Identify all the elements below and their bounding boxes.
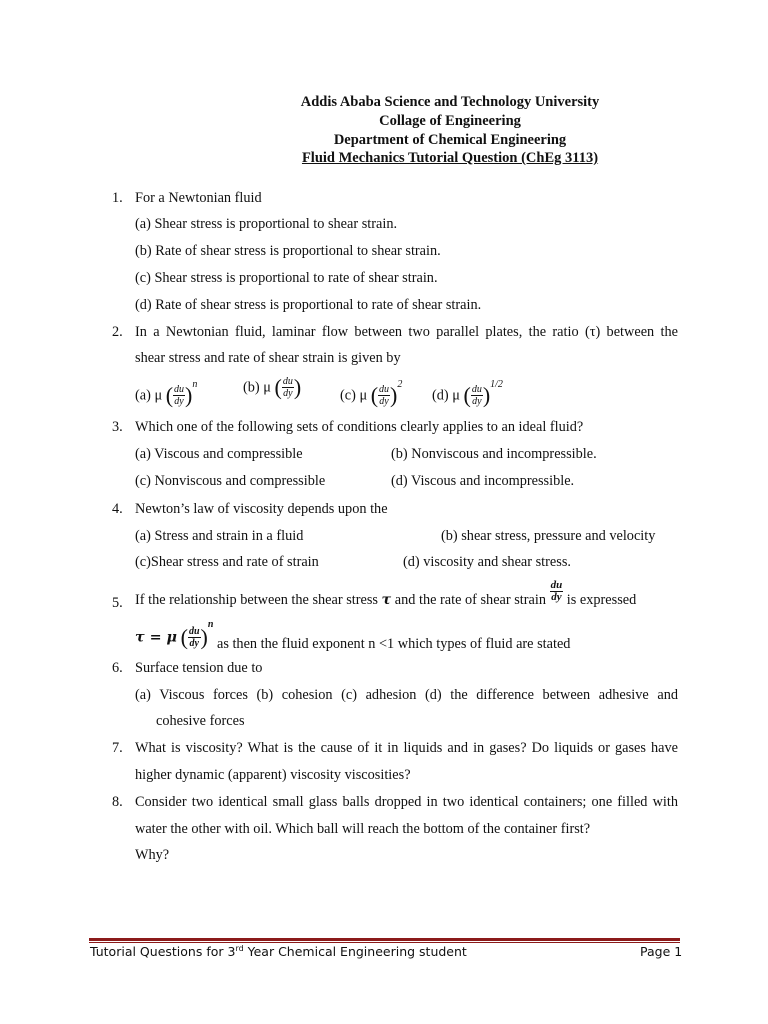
- q6-number: 6.: [112, 660, 123, 676]
- q8-line1: Consider two identical small glass balls dropped in two identical containers; one filled with: [135, 794, 678, 810]
- q5-tau-symbol: τ: [381, 592, 392, 608]
- q5-du-dy-fraction: $\frac{du}{dy}$: [550, 579, 563, 603]
- q2-line1: In a Newtonian fluid, laminar flow between two parallel plates, the ratio (τ) between the: [135, 324, 678, 340]
- q3-option-d: (d) Viscous and incompressible.: [391, 473, 575, 489]
- q3-number: 3.: [112, 419, 123, 435]
- q3-option-c: (c) Nonviscous and compressible: [135, 473, 326, 489]
- q1-stem: For a Newtonian fluid: [135, 190, 262, 206]
- q7-number: 7.: [112, 740, 123, 756]
- q6-stem: Surface tension due to: [135, 660, 263, 676]
- q4-option-a: (a) Stress and strain in a fluid: [135, 528, 304, 544]
- q4-option-c: (c)Shear stress and rate of strain: [135, 554, 319, 570]
- q3-stem: Which one of the following sets of conditions clearly applies to an ideal fluid?: [135, 419, 584, 435]
- q2-c-fraction: $\frac{du}{dy}$: [379, 384, 390, 408]
- q2-option-c-label: (c) μ: [340, 387, 368, 404]
- q5-text-mid: and the rate of shear strain: [394, 592, 546, 608]
- q4-number: 4.: [112, 501, 123, 517]
- q5-number: 5.: [112, 595, 123, 611]
- department-name: Department of Chemical Engineering: [333, 132, 567, 148]
- q2-c-exponent: 2: [397, 379, 403, 390]
- q2-line2: shear stress and rate of shear strain is given by: [135, 350, 401, 366]
- q5-eq-exponent: n: [207, 619, 214, 630]
- q1-number: 1.: [112, 190, 123, 206]
- page-number: Page 1: [640, 944, 683, 959]
- q2-a-exponent: n: [192, 379, 198, 390]
- q6-options-line1: (a) Viscous forces (b) cohesion (c) adhesion (d) the difference between adhesive and: [135, 687, 678, 703]
- q5-text-post: is expressed: [566, 592, 637, 608]
- q2-a-fraction: $\frac{du}{dy}$: [174, 384, 185, 408]
- q5-text-pre: If the relationship between the shear stress: [135, 592, 378, 608]
- q6-options-line2: cohesive forces: [156, 713, 245, 729]
- q5-line1: [135, 580, 636, 614]
- q5-equation-lhs: τ = μ: [135, 629, 178, 646]
- course-title: Fluid Mechanics Tutorial Question (ChEg 3113): [301, 150, 599, 166]
- q8-line2: water the other with oil. Which ball will reach the bottom of the container first?: [135, 821, 591, 837]
- q7-line1: What is viscosity? What is the cause of it in liquids and in gases? Do liquids or gases have: [135, 740, 678, 756]
- q2-option-a: (a) μ ( $\frac{du}{dy}$ )$^n$: [135, 379, 198, 408]
- q2-option-d: (d) μ ( $\frac{du}{dy}$ )$^{1/2}$: [432, 379, 503, 408]
- q1-option-a: (a) Shear stress is proportional to shear strain.: [135, 216, 398, 232]
- college-name: Collage of Engineering: [379, 113, 521, 129]
- q2-option-b: (b) μ ( $\frac{du}{dy}$ ): [243, 374, 302, 400]
- q7-line2: higher dynamic (apparent) viscosity viscosities?: [135, 767, 411, 783]
- q2-d-fraction: $\frac{du}{dy}$: [471, 384, 482, 408]
- q5-eq-fraction: $\frac{du}{dy}$: [188, 626, 200, 650]
- q2-d-exponent: 1/2: [490, 379, 503, 390]
- q1-option-c: (c) Shear stress is proportional to rate of shear strain.: [135, 270, 438, 286]
- q2-number: 2.: [112, 324, 123, 340]
- q1-option-b: (b) Rate of shear stress is proportional to shear strain.: [135, 243, 441, 259]
- footer-rule-thick: [89, 938, 680, 941]
- q2-option-a-label: (a) μ: [135, 387, 163, 404]
- q5-equation-line: τ = μ ( $\frac{du}{dy}$ )$^n$ as then the fluid exponent n <1 which types of fluid are stated: [135, 619, 571, 652]
- q2-option-b-label: (b) μ: [243, 379, 271, 396]
- q1-option-d: (d) Rate of shear stress is proportional to rate of shear strain.: [135, 297, 482, 313]
- q8-number: 8.: [112, 794, 123, 810]
- q2-b-fraction: $\frac{du}{dy}$: [282, 376, 293, 399]
- q4-option-d: (d) viscosity and shear stress.: [403, 554, 571, 570]
- q3-option-b: (b) Nonviscous and incompressible.: [391, 446, 597, 462]
- footer-left: Tutorial Questions for 3rd Year Chemical Engineering student: [90, 944, 467, 960]
- q2-option-d-label: (d) μ: [432, 387, 460, 404]
- q2-option-c: (c) μ ( $\frac{du}{dy}$ )$^2$: [340, 379, 403, 408]
- q4-option-b: (b) shear stress, pressure and velocity: [441, 528, 656, 544]
- q5-line2: as then the fluid exponent n <1 which types of fluid are stated: [216, 636, 571, 652]
- q8-line3: Why?: [135, 847, 170, 863]
- footer-rule-thin: [89, 942, 680, 943]
- q3-option-a: (a) Viscous and compressible: [135, 446, 303, 462]
- q4-stem: Newton’s law of viscosity depends upon the: [135, 501, 388, 517]
- university-name: Addis Ababa Science and Technology University: [300, 94, 600, 110]
